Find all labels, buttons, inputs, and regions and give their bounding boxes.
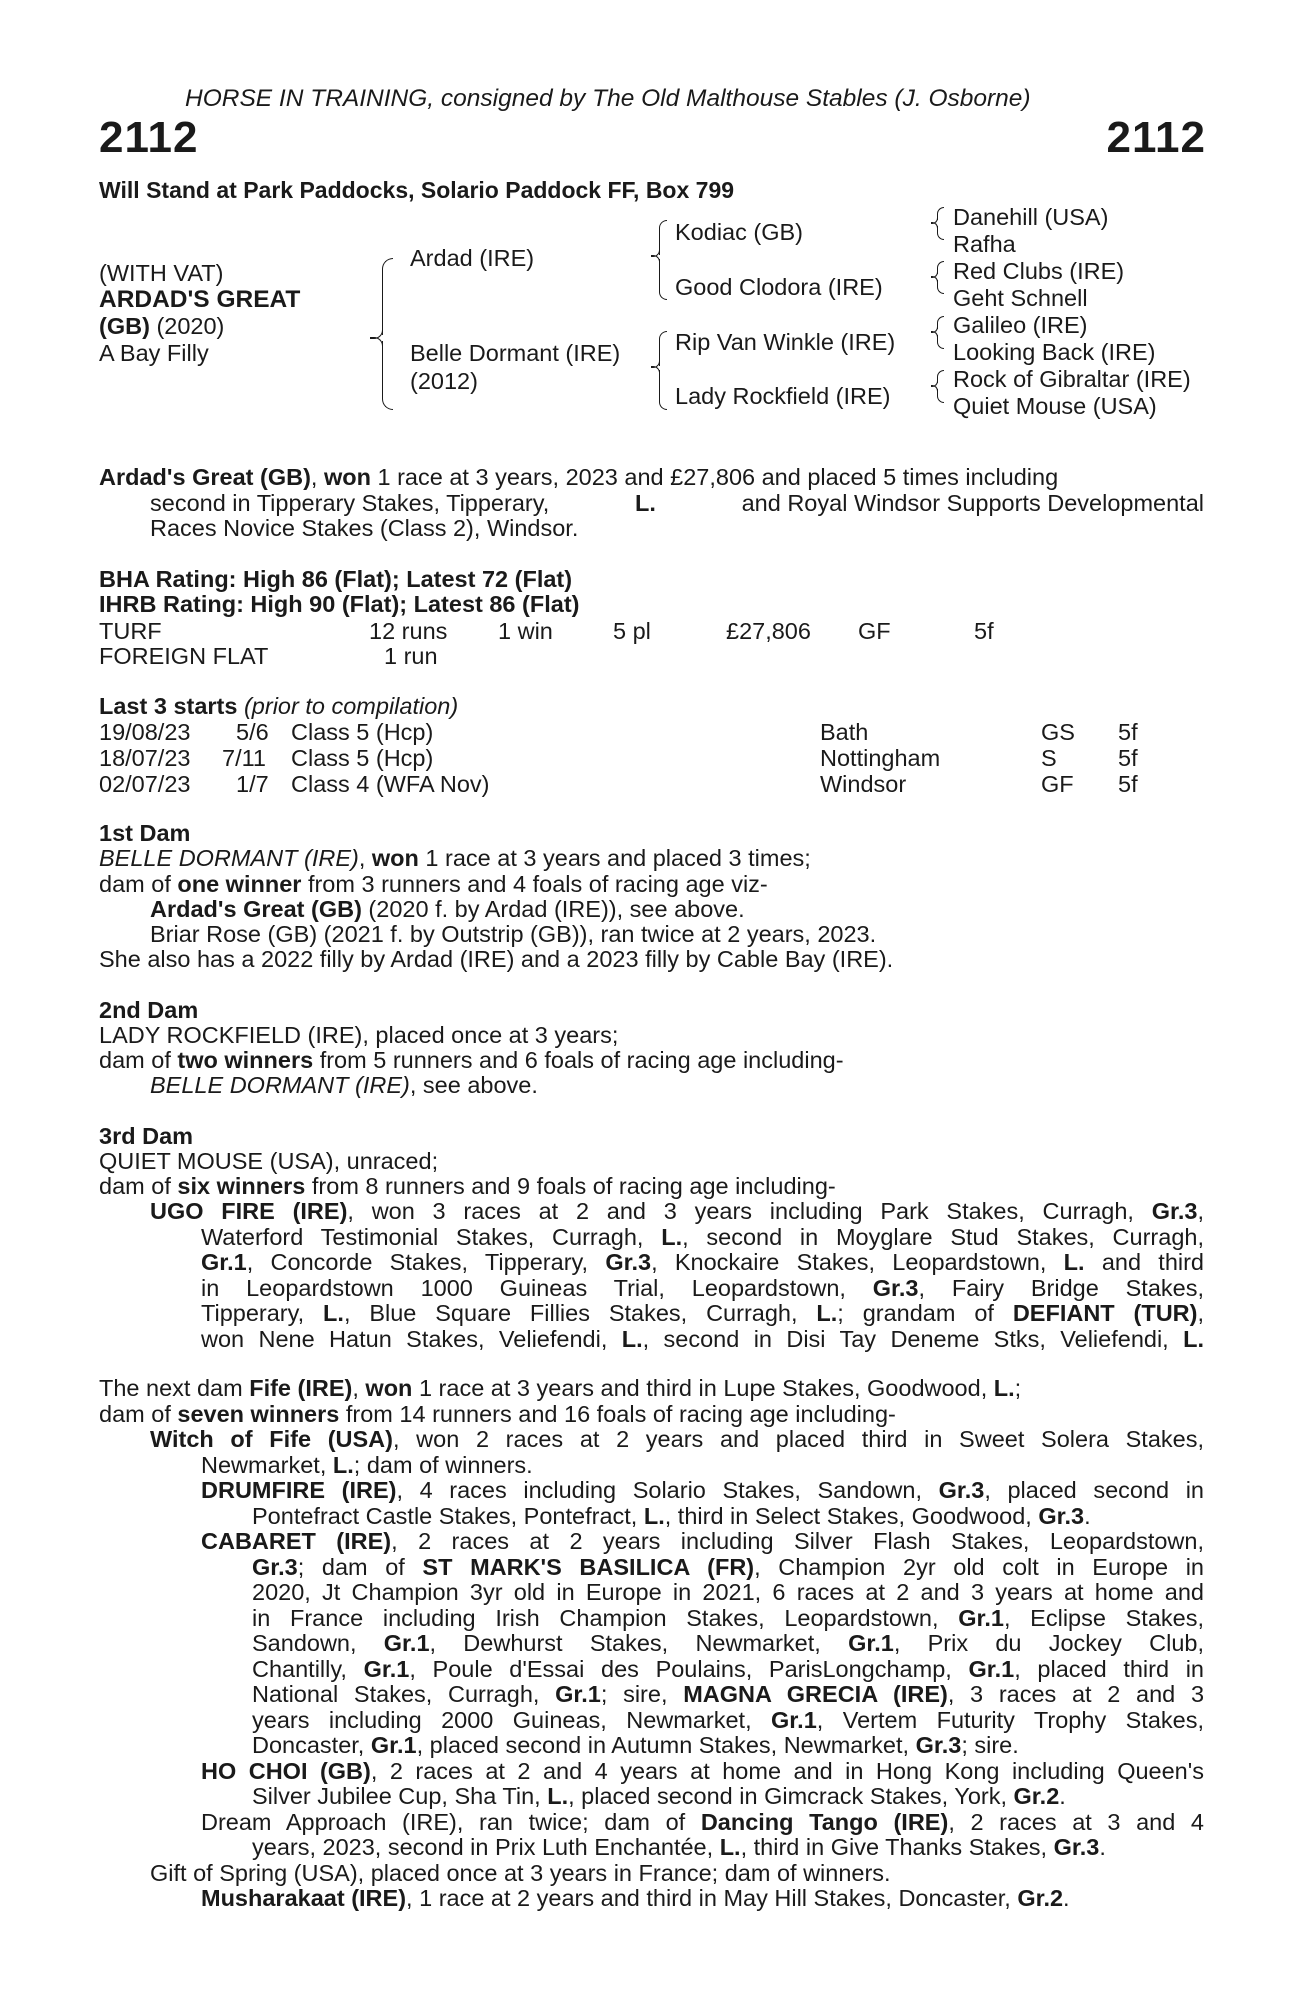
brace-g3-2d [937,280,944,294]
first-dam-won: won [371,845,419,871]
next-dam-line: CABARET (IRE), 2 races at 2 years including Silver Flash Stakes, Leopardstown, [201,1529,1204,1554]
brace-g3-3d [937,335,944,349]
next-dam-line: Newmarket, L.; dam of winners. [201,1451,533,1478]
next-dam-line: in France including Irish Champion Stakes, Leopardstown, Gr.1, Eclipse Stakes, [252,1605,1204,1631]
third-dam-winners: six winners [177,1173,306,1199]
ancestor-1: Danehill (USA) [953,204,1109,230]
stand-location: Will Stand at Park Paddocks, Solario Paddock FF, Box 799 [99,177,735,203]
start-course: Windsor [820,771,907,797]
next-dam-line: 2020, Jt Champion 3yr old in Europe in 2021, 6 races at 2 and 3 years at home and [252,1580,1204,1605]
start-going: GS [1041,719,1075,745]
brace-g3-1a [937,207,944,220]
vat-note: (WITH VAT) [99,260,224,286]
second-dam-text-c: from 5 runners and 6 foals of racing age including- [313,1047,844,1073]
summary-line-2 [99,491,1204,517]
next-dam-line: years, 2023, second in Prix Luth Enchantée, L., third in Give Thanks Stakes, Gr.3. [252,1834,1106,1860]
summary-line-3: Races Novice Stakes (Class 2), Windsor. [150,515,579,541]
next-dam-line: Sandown, Gr.1, Dewhurst Stakes, Newmarket, Gr.1, Prix du Jockey Club, [252,1631,1204,1656]
dam-year: (2012) [410,368,478,394]
summary-text-2a: second in Tipperary Stakes, Tipperary, [150,489,550,516]
lot-number-right: 2112 [1106,113,1206,162]
dam-sire-name: Rip Van Winkle (IRE) [675,329,896,355]
progeny-details: (2020 f. by Ardad (IRE)), see above. [361,896,745,922]
start-distance: 5f [1118,719,1138,745]
record-runs-2: 1 run [384,643,438,669]
ancestor-4: Geht Schnell [953,285,1088,311]
summary-line-1: Ardad's Great (GB), won 1 race at 3 years, 2023 and £27,806 and placed 5 times including [99,464,1059,490]
horse-description: A Bay Filly [99,340,209,366]
start-course: Bath [820,719,869,745]
next-dam-line: Witch of Fife (USA), won 2 races at 2 years and placed third in Sweet Solera Stakes, [150,1427,1204,1452]
next-dam-line: Pontefract Castle Stakes, Pontefract, L., third in Select Stakes, Goodwood, Gr.3. [252,1502,1091,1529]
brace-dam-bottom [659,370,667,410]
ancestor-2: Rafha [953,231,1016,257]
brace-g3-4a [937,370,944,383]
start-race: Class 5 (Hcp) [291,745,434,771]
brace-dam-top [659,331,667,366]
brace-g3-3a [937,316,944,329]
horse-country-year [99,314,224,340]
summary-text-1: 1 race at 3 years, 2023 and £27,806 and placed 5 times including [370,464,1059,490]
ancestor-3: Red Clubs (IRE) [953,258,1125,284]
first-dam-heading: 1st Dam [99,820,191,846]
ihrb-rating: IHRB Rating: High 90 (Flat); Latest 86 (Flat) [99,591,580,617]
horse-year: (2020) [156,313,225,339]
second-dam-line-2 [99,1048,844,1074]
second-dam-line-1: LADY ROCKFIELD (IRE), placed once at 3 years; [99,1022,619,1048]
next-dam-line: Dream Approach (IRE), ran twice; dam of Dancing Tango (IRE), 2 races at 3 and 4 [201,1809,1204,1835]
summary-listed: L. [634,489,656,516]
record-earnings: £27,806 [726,618,811,644]
ancestor-6: Looking Back (IRE) [953,339,1156,365]
last-starts-title: Last 3 starts [99,693,238,719]
start-date: 02/07/23 [99,771,191,797]
start-distance: 5f [1118,745,1138,771]
brace-g3-1d [937,226,944,240]
ancestor-8: Quiet Mouse (USA) [953,393,1157,419]
first-dam-text-c: from 3 runners and 4 foals of racing age viz- [301,871,768,897]
next-dam-line: Musharakaat (IRE), 1 race at 2 years and third in May Hill Stakes, Doncaster, Gr.2. [201,1885,1070,1911]
ancestor-7: Rock of Gibraltar (IRE) [953,366,1191,392]
second-dam-line-3 [150,1073,538,1099]
third-dam-line-2 [99,1174,836,1200]
second-dam-progeny: BELLE DORMANT (IRE) [150,1072,410,1098]
start-position: 7/11 [222,745,266,771]
third-dam-progeny-ugo-fire [150,1199,1204,1352]
last-starts-note: (prior to compilation) [243,693,459,719]
start-going: S [1041,745,1057,771]
second-dam-text-a: dam of [99,1047,178,1073]
second-dam-winners: two winners [177,1047,314,1073]
horse-name: ARDAD'S GREAT [99,286,301,313]
record-distance: 5f [974,618,994,644]
record-wins: 1 win [498,618,553,644]
ancestor-5: Galileo (IRE) [953,312,1088,338]
third-dam-text-a: dam of [99,1173,178,1199]
sire-dam-name: Good Clodora (IRE) [675,274,883,300]
summary-text-2b: and Royal Windsor Supports Developmental [741,489,1204,516]
last-starts-heading [99,694,458,720]
third-dam-heading: 3rd Dam [99,1123,194,1149]
dam-name: Belle Dormant (IRE) [410,340,621,366]
next-dam-line: dam of seven winners from 14 runners and 16 foals of racing age including- [99,1400,896,1427]
next-dam-line: DRUMFIRE (IRE), 4 races including Solario Stakes, Sandown, Gr.3, placed second in [201,1478,1204,1503]
third-dam-text-c: from 8 runners and 9 foals of racing age including- [305,1173,836,1199]
dam-dam-name: Lady Rockfield (IRE) [675,383,891,409]
first-dam-line-1: BELLE DORMANT (IRE), won 1 race at 3 years and placed 3 times; [99,845,811,871]
first-dam-progeny-2: Briar Rose (GB) (2021 f. by Outstrip (GB)), ran twice at 2 years, 2023. [150,921,877,947]
summary-won: won [323,464,371,490]
ugo-fire-line: UGO FIRE (IRE), won 3 races at 2 and 3 years including Park Stakes, Curragh, Gr.3, [150,1199,1204,1224]
next-dam-line: Chantilly, Gr.1, Poule d'Essai des Poulains, ParisLongchamp, Gr.1, placed third in [252,1656,1204,1682]
first-dam-foals-note: She also has a 2022 filly by Ardad (IRE) and a 2023 filly by Cable Bay (IRE). [99,946,894,972]
start-course: Nottingham [820,745,941,771]
brace-g3-2a [937,261,944,274]
sire-name: Ardad (IRE) [410,245,535,271]
next-dam-line: Doncaster, Gr.1, placed second in Autumn Stakes, Newmarket, Gr.3; sire. [252,1732,1019,1758]
record-runs: 12 runs [369,618,448,644]
brace-main-top [382,258,393,335]
start-position: 1/7 [236,771,269,797]
next-dam-line: National Stakes, Curragh, Gr.1; sire, MAGNA GRECIA (IRE), 3 races at 2 and 3 [252,1682,1204,1707]
second-dam-progeny-note: , see above. [409,1072,538,1098]
start-distance: 5f [1118,771,1138,797]
record-going: GF [858,618,891,644]
start-position: 5/6 [236,719,269,745]
first-dam-line-2 [99,872,768,898]
ugo-fire-line: Waterford Testimonial Stakes, Curragh, L., second in Moyglare Stud Stakes, Curragh, [201,1224,1204,1250]
ugo-fire-line: in Leopardstown 1000 Guineas Trial, Leopardstown, Gr.3, Fairy Bridge Stakes, [201,1275,1204,1301]
first-dam-text-a: dam of [99,871,178,897]
start-date: 18/07/23 [99,745,191,771]
brace-sire-top [659,220,667,255]
record-type-2: FOREIGN FLAT [99,643,269,669]
record-placed: 5 pl [613,618,651,644]
next-dam-line: years including 2000 Guineas, Newmarket, Gr.1, Vertem Futurity Trophy Stakes, [252,1707,1204,1733]
start-race: Class 5 (Hcp) [291,719,434,745]
summary-horse-name: Ardad's Great (GB) [99,464,311,490]
brace-sire-bottom [659,259,667,300]
next-dam-section [99,1376,1204,1912]
next-dam-line: The next dam Fife (IRE), won 1 race at 3 years and third in Lupe Stakes, Goodwood, L.; [99,1375,1022,1401]
first-dam-record: 1 race at 3 years and placed 3 times; [418,845,811,871]
horse-country: (GB) [99,313,150,339]
race-summary [99,465,1204,542]
ugo-fire-line: Gr.1, Concorde Stakes, Tipperary, Gr.3, Knockaire Stakes, Leopardstown, L. and third [201,1250,1204,1275]
sire-sire-name: Kodiac (GB) [675,219,803,245]
next-dam-line: Silver Jubilee Cup, Sha Tin, L., placed second in Gimcrack Stakes, York, Gr.2. [252,1783,1066,1809]
ugo-fire-line: won Nene Hatun Stakes, Veliefendi, L., second in Disi Tay Deneme Stks, Veliefendi, L. [201,1326,1204,1352]
consignment-line: HORSE IN TRAINING, consigned by The Old Malthouse Stables (J. Osborne) [185,85,1031,112]
third-dam-line-1: QUIET MOUSE (USA), unraced; [99,1148,439,1174]
ugo-fire-line: Tipperary, L., Blue Square Fillies Stakes, Curragh, L.; grandam of DEFIANT (TUR), [201,1301,1204,1326]
start-race: Class 4 (WFA Nov) [291,771,490,797]
start-going: GF [1041,771,1074,797]
next-dam-line: Gr.3; dam of ST MARK'S BASILICA (FR), Champion 2yr old colt in Europe in [252,1554,1204,1580]
first-dam-progeny-1 [150,897,745,923]
next-dam-line: HO CHOI (GB), 2 races at 2 and 4 years at home and in Hong Kong including Queen's [201,1758,1204,1784]
brace-main-bottom [382,341,393,410]
record-type: TURF [99,618,162,644]
bha-rating: BHA Rating: High 86 (Flat); Latest 72 (Flat) [99,566,573,592]
progeny-name: Ardad's Great (GB) [150,896,362,922]
brace-g3-4d [937,389,944,403]
next-dam-line: Gift of Spring (USA), placed once at 3 years in France; dam of winners. [150,1859,891,1886]
first-dam-winners: one winner [177,871,302,897]
second-dam-heading: 2nd Dam [99,997,199,1023]
lot-number-left: 2112 [99,113,199,162]
first-dam-name: BELLE DORMANT (IRE) [99,845,359,871]
start-date: 19/08/23 [99,719,191,745]
